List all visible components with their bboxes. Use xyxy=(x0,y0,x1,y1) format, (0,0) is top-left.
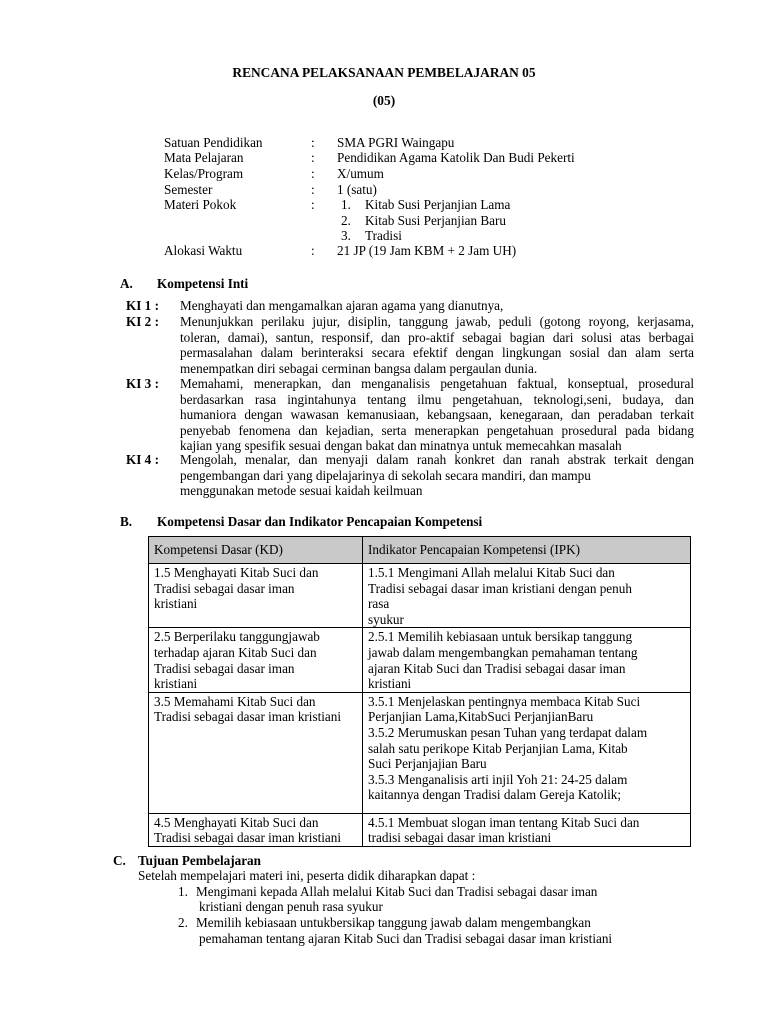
cell-line: tradisi sebagai dasar iman kristiani xyxy=(368,830,552,846)
goal-line: pemahaman tentang ajaran Kitab Suci dan Tradisi sebagai dasar iman kristiani xyxy=(199,931,613,946)
goal-line: kristiani dengan penuh rasa syukur xyxy=(199,899,383,914)
materi-text: Kitab Susi Perjanjian Baru xyxy=(365,212,507,228)
ki-line: humaniora dengan wawasan kemanusiaan, kebangsaan, kenegaraan, dan peradaban terkait xyxy=(180,407,694,423)
cell-line: Tradisi sebagai dasar iman kristiani dengan penuh xyxy=(368,580,632,596)
header-ipk: Indikator Pencapaian Kompetensi (IPK) xyxy=(363,537,691,564)
cell-line: salah satu perikope Kitab Perjanjian Lama, Kitab xyxy=(368,740,628,756)
ipk-cell xyxy=(363,628,691,692)
section-b-letter: B. xyxy=(120,514,133,529)
cell-line: Perjanjian Lama,KitabSuci PerjanjianBaru xyxy=(368,709,594,725)
cell-line: kristiani xyxy=(154,596,198,612)
cell-line: rasa xyxy=(368,596,390,612)
info-colon: : xyxy=(311,182,315,197)
ki-line: kajian yang spesifik sesuai dengan bakat dan minatnya untuk memecahkan masalah xyxy=(180,438,622,454)
cell-line: 2.5.1 Memilih kebiasaan untuk bersikap tanggung xyxy=(368,629,633,645)
materi-text: Kitab Susi Perjanjian Lama xyxy=(365,197,511,212)
info-value: SMA PGRI Waingapu xyxy=(337,135,455,150)
cell-line: Tradisi sebagai dasar iman xyxy=(154,660,295,676)
section-c-title: Tujuan Pembelajaran xyxy=(138,853,261,868)
cell-line: 2.5 Berperilaku tanggungjawab xyxy=(154,629,320,645)
table-row xyxy=(149,692,691,813)
ki-3-text xyxy=(180,376,694,454)
info-value: 1 (satu) xyxy=(337,182,377,197)
ki-line: Mengolah, menalar, dan menyaji dalam ranah konkret dan ranah abstrak terkait dengan xyxy=(180,452,694,467)
info-colon: : xyxy=(311,135,315,150)
goals-intro: Setelah mempelajari materi ini, peserta didik diharapkan dapat : xyxy=(138,868,476,883)
table-header-row xyxy=(149,537,691,564)
ipk-cell xyxy=(363,564,691,628)
document-subtitle: (05) xyxy=(372,93,396,108)
info-value: X/umum xyxy=(337,166,384,181)
table-row xyxy=(149,813,691,846)
kd-cell xyxy=(149,628,363,692)
materi-num: 1. xyxy=(341,197,351,212)
info-label: Mata Pelajaran xyxy=(164,150,244,165)
goal-num: 1. xyxy=(178,884,188,899)
ki-2-text xyxy=(180,314,694,376)
ki-line: Memahami, menerapkan, dan menganalisis pengetahuan faktual, konseptual, prosedural xyxy=(180,376,694,391)
ki-4-label: KI 4 : xyxy=(126,452,159,467)
ki-line: Menunjukkan perilaku jujur, disiplin, tanggung jawab, peduli (gotong royong, kerjasama, xyxy=(180,314,694,329)
ki-line: Menghayati dan mengamalkan ajaran agama yang dianutnya, xyxy=(180,298,504,313)
info-colon: : xyxy=(311,150,315,165)
materi-num: 2. xyxy=(341,212,351,228)
cell-line: ajaran Kitab Suci dan Tradisi sebagai dasar iman xyxy=(368,660,626,676)
ki-line: menempatkan diri sebagai cerminan bangsa dalam pergaulan dunia. xyxy=(180,360,538,376)
cell-line: 1.5.1 Mengimani Allah melalui Kitab Suci dan xyxy=(368,565,615,580)
ipk-cell xyxy=(363,813,691,846)
ki-4-text xyxy=(180,452,694,499)
section-b-title: Kompetensi Dasar dan Indikator Pencapaian Kompetensi xyxy=(157,514,483,529)
cell-line: terhadap ajaran Kitab Suci dan xyxy=(154,644,317,660)
document-title: RENCANA PELAKSANAAN PEMBELAJARAN 05 xyxy=(232,65,536,80)
section-c-letter: C. xyxy=(113,853,126,868)
ki-1-text xyxy=(180,298,694,314)
kd-ipk-table xyxy=(148,536,691,847)
ki-1-label: KI 1 : xyxy=(126,298,159,313)
info-value: Pendidikan Agama Katolik Dan Budi Pekerti xyxy=(337,150,575,165)
cell-line: Tradisi sebagai dasar iman xyxy=(154,580,295,596)
goal-num: 2. xyxy=(178,915,188,930)
cell-line: 3.5.3 Menganalisis arti injil Yoh 21: 24-25 dalam xyxy=(368,771,628,787)
ki-line: berdasarkan rasa ingintahunya tentang ilmu pengetahuan, teknologi,seni, budaya, dan xyxy=(180,391,694,407)
info-label: Kelas/Program xyxy=(164,166,244,181)
table-row xyxy=(149,628,691,692)
ki-line: toleran, damai), santun, responsif, dan pro-aktif sebagai bagian dari solusi atas berbagai xyxy=(180,329,694,345)
materi-num: 3. xyxy=(341,228,351,244)
cell-line: 1.5 Menghayati Kitab Suci dan xyxy=(154,565,319,580)
section-a-letter: A. xyxy=(120,276,133,291)
info-label: Semester xyxy=(164,182,213,197)
header-kd: Kompetensi Dasar (KD) xyxy=(149,537,363,564)
ipk-cell xyxy=(363,692,691,813)
ki-3-label: KI 3 : xyxy=(126,376,159,391)
section-a-title: Kompetensi Inti xyxy=(157,276,249,291)
cell-line: 3.5 Memahami Kitab Suci dan xyxy=(154,693,316,709)
ki-2-label: KI 2 : xyxy=(126,314,159,329)
cell-line: 4.5 Menghayati Kitab Suci dan xyxy=(154,814,319,830)
cell-line: 4.5.1 Membuat slogan iman tentang Kitab Suci dan xyxy=(368,814,640,830)
ki-line: permasalahan dalam berinteraksi secara efektif dengan lingkungan sosial dan alam serta xyxy=(180,345,694,361)
goal-line: Memilih kebiasaan untukbersikap tanggung jawab dalam mengembangkan xyxy=(196,915,591,930)
kd-cell xyxy=(149,564,363,628)
cell-line: jawab dalam mengembangkan pemahaman tentang xyxy=(368,644,638,660)
info-label: Materi Pokok xyxy=(164,197,237,212)
ki-line: menggunakan metode sesuai kaidah keilmuan xyxy=(180,483,423,499)
info-colon: : xyxy=(311,243,315,258)
ki-line: pengembangan dari yang dipelajarinya di sekolah secara mandiri, dan mampu xyxy=(180,467,591,483)
ki-line: penyebab fenomena dan kejadian, serta menerapkan pengetahuan prosedural pada bidang xyxy=(180,422,694,438)
info-colon: : xyxy=(311,166,315,181)
kd-cell xyxy=(149,813,363,846)
info-label: Satuan Pendidikan xyxy=(164,135,263,150)
cell-line: Suci Perjanjajian Baru xyxy=(368,756,487,772)
info-label: Alokasi Waktu xyxy=(164,243,243,258)
cell-line: kaitannya dengan Tradisi dalam Gereja Katolik; xyxy=(368,787,622,803)
cell-line: 3.5.1 Menjelaskan pentingnya membaca Kitab Suci xyxy=(368,693,641,709)
info-colon: : xyxy=(311,197,315,212)
cell-line: kristiani xyxy=(368,676,412,692)
cell-line: Tradisi sebagai dasar iman kristiani xyxy=(154,830,342,846)
cell-line: kristiani xyxy=(154,676,198,692)
cell-line: 3.5.2 Merumuskan pesan Tuhan yang terdapat dalam xyxy=(368,724,648,740)
table-row xyxy=(149,564,691,628)
cell-line: Tradisi sebagai dasar iman kristiani xyxy=(154,709,342,725)
cell-line: syukur xyxy=(368,611,404,627)
kd-cell xyxy=(149,692,363,813)
info-value: 21 JP (19 Jam KBM + 2 Jam UH) xyxy=(337,243,517,258)
goal-line: Mengimani kepada Allah melalui Kitab Suci dan Tradisi sebagai dasar iman xyxy=(196,884,598,899)
materi-text: Tradisi xyxy=(365,228,402,244)
